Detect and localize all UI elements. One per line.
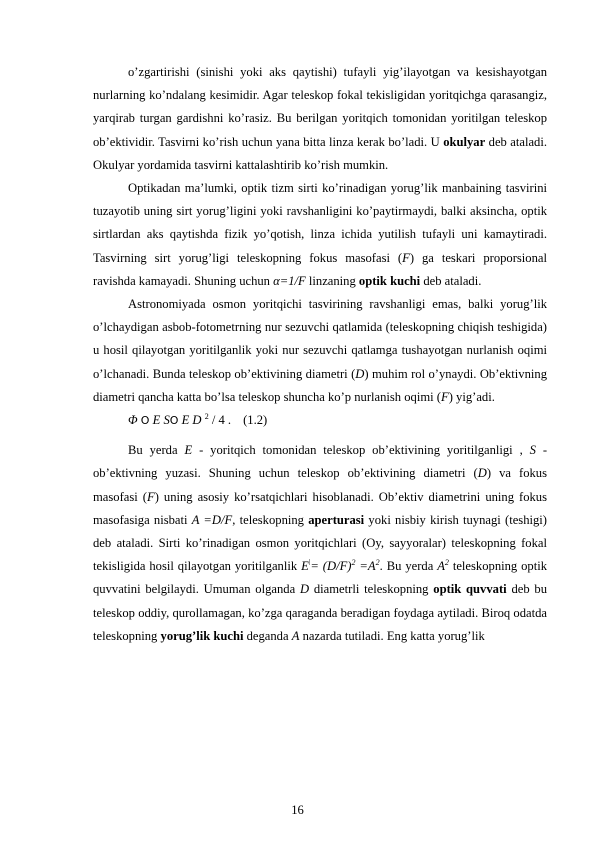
italic-symbol: F xyxy=(402,250,410,265)
italic-symbol: D xyxy=(477,466,487,481)
formula-s: S xyxy=(163,413,170,428)
italic-symbol: F xyxy=(146,489,155,504)
formula-e: E xyxy=(152,413,161,428)
text-run: deb ataladi. xyxy=(420,273,482,288)
formula-tail: / 4 . xyxy=(211,413,232,428)
text-run: deganda xyxy=(243,628,292,643)
formula-exponent: 2 xyxy=(204,411,209,421)
formula-operator: Ο xyxy=(169,414,179,428)
italic-symbol: S xyxy=(529,443,536,458)
paragraph xyxy=(93,177,547,293)
formula-1-2 xyxy=(93,409,547,432)
text-run: Astronomiyada osmon yoritqichi tasvirining ravshanligi emas, balki yorug’lik o’lchaydigan asbob-fotometrning nur sezuvchi qatlamida (teleskopning chiqish teshigida) u hosil qilayotgan yoritilganlik yoki nur sezuvchi qatlamga tushayotgan nurlanish oqimi o’lchanadi. Bunda teleskop ob’ektivining diametri ( xyxy=(93,297,547,381)
italic-symbol: E xyxy=(301,559,309,574)
formula-number: (1.2) xyxy=(243,413,268,428)
text-run: deb ataladi. Okulyar yordamida tasvirni kattalashtirib ko’rish mumkin. xyxy=(93,134,547,172)
italic-symbol: α=1/F xyxy=(273,273,306,288)
paragraph xyxy=(93,293,547,409)
text-run: yoki nisbiy kirish tuynagi (teshigi) deb ataladi. Sirti ko’rinadigan osmon yoritqichlari (Oy, sayyoralar) teleskopning fokal tekisligida hosil qilayotgan yoritilganlik xyxy=(93,512,547,574)
superscript: ǀ xyxy=(308,558,311,568)
text-run: linzaning xyxy=(305,273,359,288)
italic-symbol: A xyxy=(437,559,445,574)
formula-operator: Ο xyxy=(140,414,150,428)
italic-symbol: A =D/F xyxy=(191,512,233,527)
text-run: ) va fokus masofasi ( xyxy=(93,466,547,504)
italic-symbol: A xyxy=(291,628,300,643)
superscript: 2 xyxy=(351,558,356,568)
italic-symbol: F xyxy=(440,389,449,404)
italic-symbol: E xyxy=(184,443,193,458)
text-run: teleskopning optik quvvatini belgilaydi. Umuman olganda xyxy=(93,559,548,597)
bold-term: yorug’lik kuchi xyxy=(160,628,244,643)
text-run: . Bu yerda xyxy=(379,559,438,574)
bold-term: optik quvvati xyxy=(433,582,507,597)
paragraph xyxy=(93,61,547,177)
text-run: ) muhim rol o’ynaydi. Ob’ektivning diametri qancha katta bo’lsa teleskop shuncha ko’p nurlanish oqimi ( xyxy=(93,366,547,404)
text-run: - ob’ektivning yuzasi. Shuning uchun teleskop ob’ektivining diametri ( xyxy=(93,443,548,481)
text-run: nazarda tutiladi. Eng katta yorug’lik xyxy=(299,628,485,643)
text-run: ) yig’adi. xyxy=(448,389,495,404)
text-run: diametrli teleskopning xyxy=(309,582,434,597)
text-run: ) uning asosiy ko’rsatqichlari hisoblanadi. Ob’ektiv diametrini uning fokus masofasiga nisbati xyxy=(93,489,547,527)
italic-symbol: D xyxy=(299,582,310,597)
text-run: Bu yerda xyxy=(128,443,185,458)
body-text xyxy=(93,61,547,648)
text-run: o’zgartirishi (sinishi yoki aks qaytishi) tufayli yig’ilayotgan va kesishayotgan nurlarning ko’ndalang kesimidir. Agar teleskop fokal tekisligidan yoritqichga qarasangiz, yarqirab turgan gardishni ko’rasiz. Bu berilgan yoritqich tomonidan yoritilgan teleskop ob’ektividir. Tasvirni ko’rish uchun yana bitta linza kerak bo’ladi. U xyxy=(93,65,547,149)
superscript: 2 xyxy=(375,558,380,568)
formula-e: E xyxy=(181,413,190,428)
bold-term: okulyar xyxy=(443,134,486,149)
text-run: , teleskopning xyxy=(232,512,309,527)
italic-symbol: D xyxy=(355,366,365,381)
italic-symbol: = (D/F) xyxy=(310,559,352,574)
bold-term: optik kuchi xyxy=(358,273,421,288)
text-run: - yoritqich tomonidan teleskop ob’ektivining yoritilganligi , xyxy=(192,443,530,458)
text-run: ) ga teskari proporsional ravishda kamayadi. Shuning uchun xyxy=(93,250,547,288)
superscript: 2 xyxy=(444,558,449,568)
formula-d: D xyxy=(192,413,202,428)
paragraph xyxy=(93,439,547,648)
text-run: Optikadan ma’lumki, optik tizm sirti ko’rinadigan yorug’lik manbaining tasvirini tuzayotib uning sirt yorug’ligini yoki ravshanligini ko’paytirmaydi, balki aksincha, optik sirtlardan aks qaytishda fizik yo’qotish, linza ichida yutilish tufayli uni kamaytiradi. Tasvirning sirt yorug’ligi teleskopning fokus masofasi ( xyxy=(93,181,547,265)
page-number: 16 xyxy=(291,803,304,817)
italic-symbol: =A xyxy=(355,559,376,574)
text-run: deb bu teleskop oddiy, qurollamagan, ko’zga qaraganda beradigan foydaga aytiladi. Biroq odatda teleskopning xyxy=(93,582,548,643)
formula-phi: Φ xyxy=(128,413,138,428)
bold-term: aperturasi xyxy=(308,512,365,527)
